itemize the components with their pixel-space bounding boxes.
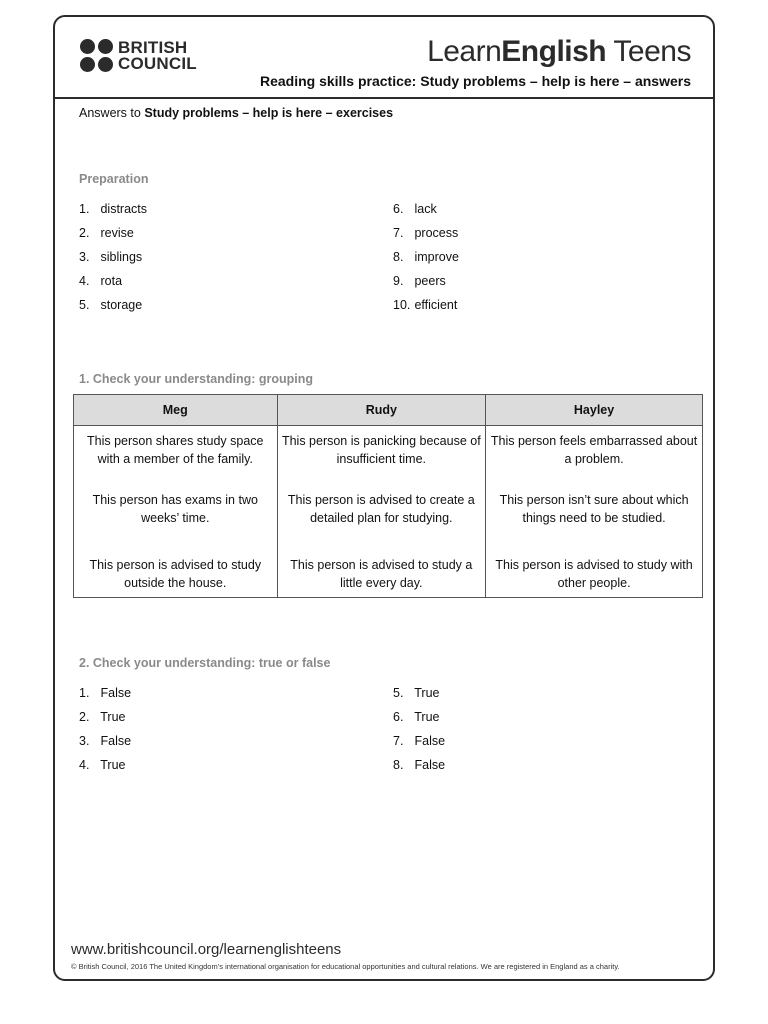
item-text: storage: [100, 298, 143, 312]
list-item: [393, 297, 459, 321]
table-cell: This person is panicking because of insufficient time.: [277, 426, 486, 492]
item-text: True: [100, 758, 126, 772]
item-number: 3.: [79, 734, 90, 748]
item-text: peers: [414, 274, 446, 288]
table-cell: This person is advised to study outside the house.: [74, 556, 278, 598]
list-item: [393, 709, 445, 733]
item-text: process: [414, 226, 459, 240]
item-number: 7.: [393, 734, 404, 748]
list-item: [79, 201, 147, 225]
brand-suffix: Teens: [606, 35, 691, 68]
item-text: False: [100, 734, 132, 748]
list-item: [79, 757, 131, 781]
item-text: siblings: [100, 250, 143, 264]
item-number: 5.: [79, 298, 90, 312]
list-item: [79, 249, 147, 273]
column-header-rudy: Rudy: [277, 395, 486, 426]
list-item: [393, 249, 459, 273]
list-item: [79, 733, 131, 757]
list-item: [79, 273, 147, 297]
table-row: [74, 426, 703, 492]
grouping-table: [73, 394, 703, 598]
item-text: True: [414, 686, 440, 700]
logo-line-2: COUNCIL: [118, 54, 197, 73]
item-number: 2.: [79, 710, 90, 724]
british-council-logo: [80, 39, 197, 73]
item-text: distracts: [100, 202, 148, 216]
table-row: [74, 491, 703, 556]
table-cell: This person feels embarrassed about a problem.: [486, 426, 703, 492]
page-title: Reading skills practice: Study problems – help is here – answers: [259, 73, 691, 89]
item-number: 9.: [393, 274, 404, 288]
item-number: 7.: [393, 226, 404, 240]
intro-prefix: Answers to: [79, 106, 145, 120]
item-number: 1.: [79, 202, 90, 216]
list-item: [393, 733, 445, 757]
true-false-list-left: [79, 685, 131, 781]
item-text: True: [100, 710, 126, 724]
learnenglish-teens-brand: [427, 35, 691, 69]
item-number: 6.: [393, 710, 404, 724]
preparation-heading: Preparation: [79, 172, 149, 186]
preparation-list-left: [79, 201, 147, 321]
logo-dots-icon: [80, 39, 114, 73]
item-text: lack: [414, 202, 437, 216]
footer-copyright: © British Council, 2016 The United Kingdom’s international organisation for educational opportunities and cultural relations. We are registered in England as a charity.: [71, 962, 620, 971]
brand-bold: English: [501, 35, 607, 68]
item-number: 1.: [79, 686, 90, 700]
true-false-list-right: [393, 685, 445, 781]
item-text: False: [414, 734, 446, 748]
list-item: [79, 225, 147, 249]
grouping-heading: 1. Check your understanding: grouping: [79, 372, 314, 386]
table-cell: This person shares study space with a member of the family.: [74, 426, 278, 492]
item-text: True: [414, 710, 440, 724]
header-divider: [55, 97, 713, 99]
list-item: [393, 685, 445, 709]
item-text: improve: [414, 250, 459, 264]
column-header-meg: Meg: [74, 395, 278, 426]
item-number: 4.: [79, 274, 90, 288]
brand-prefix: Learn: [427, 35, 502, 68]
list-item: [393, 273, 459, 297]
list-item: [393, 757, 445, 781]
item-text: efficient: [414, 298, 458, 312]
item-number: 10.: [393, 298, 411, 312]
item-text: False: [414, 758, 446, 772]
list-item: [79, 685, 131, 709]
true-false-heading: 2. Check your understanding: true or false: [79, 656, 331, 670]
item-text: revise: [100, 226, 134, 240]
list-item: [393, 225, 459, 249]
item-number: 8.: [393, 758, 404, 772]
intro-bold: Study problems – help is here – exercises: [144, 106, 394, 120]
table-cell: This person has exams in two weeks’ time.: [74, 491, 278, 556]
intro-line: [79, 106, 393, 120]
table-row: [74, 556, 703, 598]
table-cell: This person is advised to study with other people.: [486, 556, 703, 598]
list-item: [393, 201, 459, 225]
item-number: 8.: [393, 250, 404, 264]
worksheet-page: [53, 15, 715, 981]
item-text: rota: [100, 274, 123, 288]
table-cell: This person is advised to study a little every day.: [277, 556, 486, 598]
item-number: 3.: [79, 250, 90, 264]
item-number: 2.: [79, 226, 90, 240]
logo-line-1: BRITISH: [118, 38, 188, 57]
table-cell: This person is advised to create a detailed plan for studying.: [277, 491, 486, 556]
item-text: False: [100, 686, 132, 700]
item-number: 5.: [393, 686, 404, 700]
footer-url: www.britishcouncil.org/learnenglishteens: [71, 941, 342, 958]
list-item: [79, 297, 147, 321]
column-header-hayley: Hayley: [486, 395, 703, 426]
item-number: 6.: [393, 202, 404, 216]
list-item: [79, 709, 131, 733]
table-header-row: [74, 395, 703, 426]
item-number: 4.: [79, 758, 90, 772]
preparation-list-right: [393, 201, 459, 321]
table-cell: This person isn’t sure about which things need to be studied.: [486, 491, 703, 556]
